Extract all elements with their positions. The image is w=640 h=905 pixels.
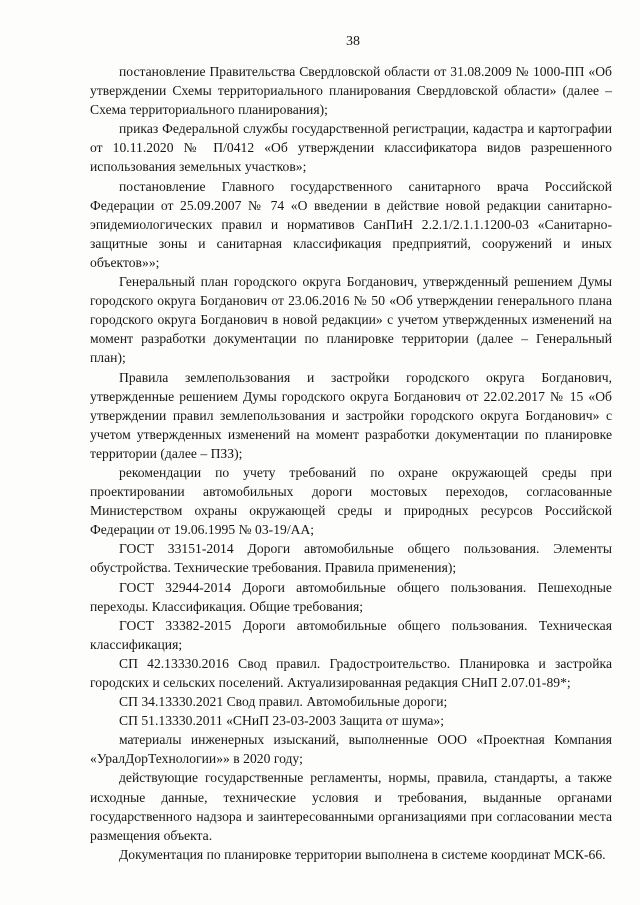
paragraph-land-use-rules: Правила землепользования и застройки городского округа Богданович, утвержденные решением Думы городского округа Богданович от 22.02.2017 № 15 «Об утверждении правил землепользования и застройки городского округа Богданович» с учетом утвержденных изменений на момент разработки документации по планировке территории (далее – ПЗЗ); bbox=[90, 369, 612, 461]
paragraph-sp-34: СП 34.13330.2021 Свод правил. Автомобильные дороги; bbox=[119, 694, 448, 710]
paragraph-coordinate-system: Документация по планировке территории выполнена в системе координат МСК-66. bbox=[119, 846, 606, 862]
paragraph-gost-32944: ГОСТ 32944-2014 Дороги автомобильные общего пользования. Пешеходные переходы. Классификация. Общие требования; bbox=[90, 579, 612, 614]
page-number: 38 bbox=[346, 34, 360, 49]
paragraph-sp-42: СП 42.13330.2016 Свод правил. Градостроительство. Планировка и застройка городских и сельских поселений. Актуализированная редакция СНиП 2.07.01-89*; bbox=[90, 655, 612, 690]
paragraph-engineering-surveys: материалы инженерных изысканий, выполненные ООО «Проектная Компания «УралДорТехнологии»» в 2020 году; bbox=[90, 732, 612, 767]
paragraph-environment-recommendations: рекомендации по учету требований по охране окружающей среды при проектировании автомобильных дороги мостовых переходов, согласованные Министерством охраны окружающей среды и природных ресурсов Российской Федерации от 19.06.1995 № 03-19/АА; bbox=[90, 464, 612, 538]
paragraph-regulations: действующие государственные регламенты, нормы, правила, стандарты, а также исходные данные, технические условия и требования, выданные органами государственного надзора и заинтересованными организациями при согласовании места размещения объекта. bbox=[90, 770, 612, 843]
paragraph-sp-51: СП 51.13330.2011 «СНиП 23-03-2003 Защита от шума»; bbox=[119, 713, 445, 729]
paragraph-sanpin-resolution: постановление Главного государственного санитарного врача Российской Федерации от 25.09.2007 № 74 «О введении в действие новой редакции санитарно-эпидемиологических правил и нормативов СанПиН 2.2.1/2.1.1.1200-03 «Санитарно-защитные зоны и санитарная классификация предприятий, сооружений и иных объектов»»; bbox=[90, 178, 612, 270]
paragraph-gost-33151: ГОСТ 33151-2014 Дороги автомобильные общего пользования. Элементы обустройства. Технические требования. Правила применения); bbox=[90, 541, 612, 576]
paragraph-general-plan: Генеральный план городского округа Богданович, утвержденный решением Думы городского округа Богданович от 23.06.2016 № 50 «Об утверждении генерального плана городского округа Богданович в новой редакции» с учетом утвержденных изменений на момент разработки документации по планировке территории (далее – Генеральный план); bbox=[90, 274, 612, 366]
paragraph-gost-33382: ГОСТ 33382-2015 Дороги автомобильные общего пользования. Техническая классификация; bbox=[90, 617, 612, 652]
paragraph-scheme-territorial-planning: постановление Правительства Свердловской области от 31.08.2009 № 1000-ПП «Об утверждении Схемы территориального планирования Свердловской области» (далее – Схема территориального планирования); bbox=[90, 64, 612, 118]
paragraph-rosreestr-order: приказ Федеральной службы государственной регистрации, кадастра и картографии от 10.11.2020 № П/0412 «Об утверждении классификатора видов разрешенного использования земельных участков»; bbox=[90, 121, 612, 175]
